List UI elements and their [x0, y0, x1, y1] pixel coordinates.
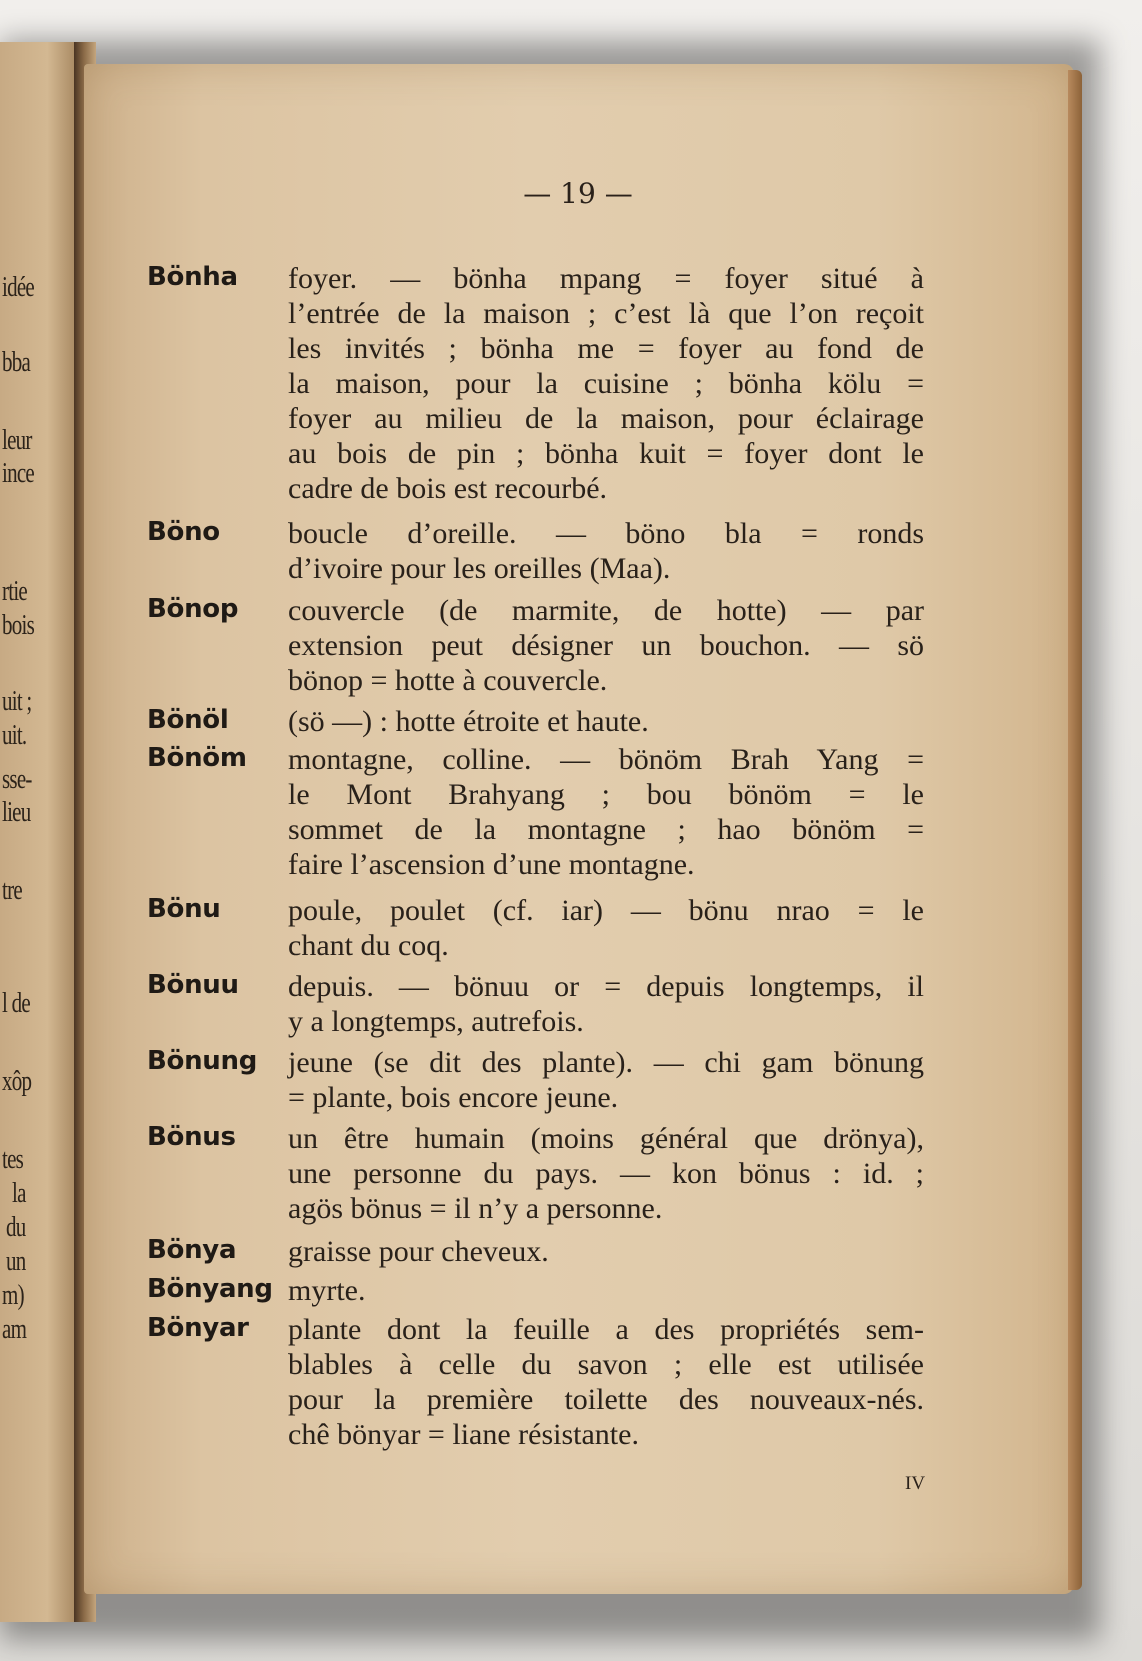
- definition-line: une personne du pays. — kon bönus : id. ;: [288, 1157, 924, 1190]
- left-page-fragment: am: [2, 1314, 27, 1345]
- definition-line: graisse pour cheveux.: [288, 1235, 549, 1268]
- headword: Bönya: [147, 1235, 237, 1265]
- signature-mark: IV: [905, 1473, 926, 1494]
- left-page-fragment: l de: [2, 988, 30, 1019]
- headword: Bönöm: [147, 743, 247, 773]
- definition-line: jeune (se dit des plante). — chi gam bönung: [288, 1046, 924, 1079]
- left-page-fragment: rtie: [2, 576, 27, 607]
- definition: [288, 893, 924, 963]
- left-page-fragment: uit ;: [2, 686, 32, 717]
- definition-line: montagne, colline. — bönöm Brah Yang =: [288, 743, 924, 776]
- left-page-fragment: xôp: [2, 1066, 32, 1097]
- headword: Bönu: [147, 894, 221, 924]
- headword: Bönuu: [147, 970, 239, 1000]
- definition: [288, 516, 924, 586]
- headword: Böno: [147, 517, 220, 547]
- definition: [288, 1045, 924, 1115]
- left-page-fragment: du: [6, 1212, 26, 1243]
- left-page-fragment: bois: [2, 610, 35, 641]
- definition: [288, 1312, 924, 1452]
- definition: [288, 969, 924, 1039]
- definition-line: un être humain (moins général que drönya),: [288, 1122, 924, 1155]
- definition: [288, 1121, 924, 1226]
- headword: Bönung: [147, 1046, 258, 1076]
- definition: [288, 261, 924, 506]
- definition-line: blables à celle du savon ; elle est utilisée: [288, 1348, 924, 1381]
- page-edge: [1068, 70, 1082, 1590]
- left-page-fragment: leur: [2, 425, 32, 456]
- definition-line: bönop = hotte à couvercle.: [288, 664, 608, 697]
- definition-line: plante dont la feuille a des propriétés sem-: [288, 1313, 924, 1346]
- headword: Bönyang: [147, 1274, 273, 1304]
- left-page-fragment: m): [2, 1280, 24, 1311]
- definition-line: le Mont Brahyang ; bou bönöm = le: [288, 778, 924, 811]
- definition-line: sommet de la montagne ; hao bönöm =: [288, 813, 924, 846]
- definition-line: au bois de pin ; bönha kuit = foyer dont le: [288, 437, 924, 470]
- left-page-fragment: bba: [2, 347, 31, 378]
- left-page-fragment: lieu: [2, 797, 31, 828]
- definition-line: la maison, pour la cuisine ; bönha kölu =: [288, 367, 924, 400]
- left-page-fragment: la: [12, 1178, 26, 1209]
- definition-line: depuis. — bönuu or = depuis longtemps, il: [288, 970, 924, 1003]
- definition-line: chê bönyar = liane résistante.: [288, 1418, 639, 1451]
- definition-line: = plante, bois encore jeune.: [288, 1081, 619, 1114]
- definition-line: chant du coq.: [288, 929, 449, 962]
- left-page-fragment: un: [6, 1246, 26, 1277]
- definition-line: pour la première toilette des nouveaux-nés.: [288, 1383, 924, 1416]
- definition-line: l’entrée de la maison ; c’est là que l’on reçoit: [288, 297, 924, 330]
- definition-line: myrte.: [288, 1274, 366, 1307]
- left-page-fragment: ince: [2, 458, 34, 489]
- definition-line: extension peut désigner un bouchon. — sö: [288, 629, 924, 662]
- definition-line: agös bönus = il n’y a personne.: [288, 1192, 663, 1225]
- definition-line: cadre de bois est recourbé.: [288, 472, 608, 505]
- headword: Bönöl: [147, 705, 229, 735]
- definition-line: couvercle (de marmite, de hotte) — par: [288, 594, 924, 627]
- definition: [288, 742, 924, 882]
- left-page-fragment: idée: [2, 272, 34, 303]
- definition: [288, 593, 924, 698]
- definition: [288, 704, 924, 739]
- definition-line: poule, poulet (cf. iar) — bönu nrao = le: [288, 894, 924, 927]
- headword: Bönop: [147, 594, 239, 624]
- left-page-fragment: tes: [2, 1144, 24, 1175]
- headword: Bönus: [147, 1122, 236, 1152]
- left-page-fragment: tre: [2, 875, 22, 906]
- definition-line: foyer au milieu de la maison, pour éclairage: [288, 402, 924, 435]
- headword: Bönyar: [147, 1313, 249, 1343]
- definition-line: (sö —) : hotte étroite et haute.: [288, 705, 649, 738]
- left-page-fragment: sse-: [2, 764, 32, 795]
- page-number: — 19 —: [523, 177, 633, 210]
- definition-line: les invités ; bönha me = foyer au fond de: [288, 332, 924, 365]
- definition-line: y a longtemps, autrefois.: [288, 1005, 584, 1038]
- definition: [288, 1273, 924, 1308]
- definition-line: d’ivoire pour les oreilles (Maa).: [288, 552, 671, 585]
- definition-line: faire l’ascension d’une montagne.: [288, 848, 695, 881]
- headword: Bönha: [147, 262, 238, 292]
- definition-line: foyer. — bönha mpang = foyer situé à: [288, 262, 924, 295]
- left-page-fragment: uit.: [2, 720, 27, 751]
- definition-line: boucle d’oreille. — böno bla = ronds: [288, 517, 924, 550]
- definition: [288, 1234, 924, 1269]
